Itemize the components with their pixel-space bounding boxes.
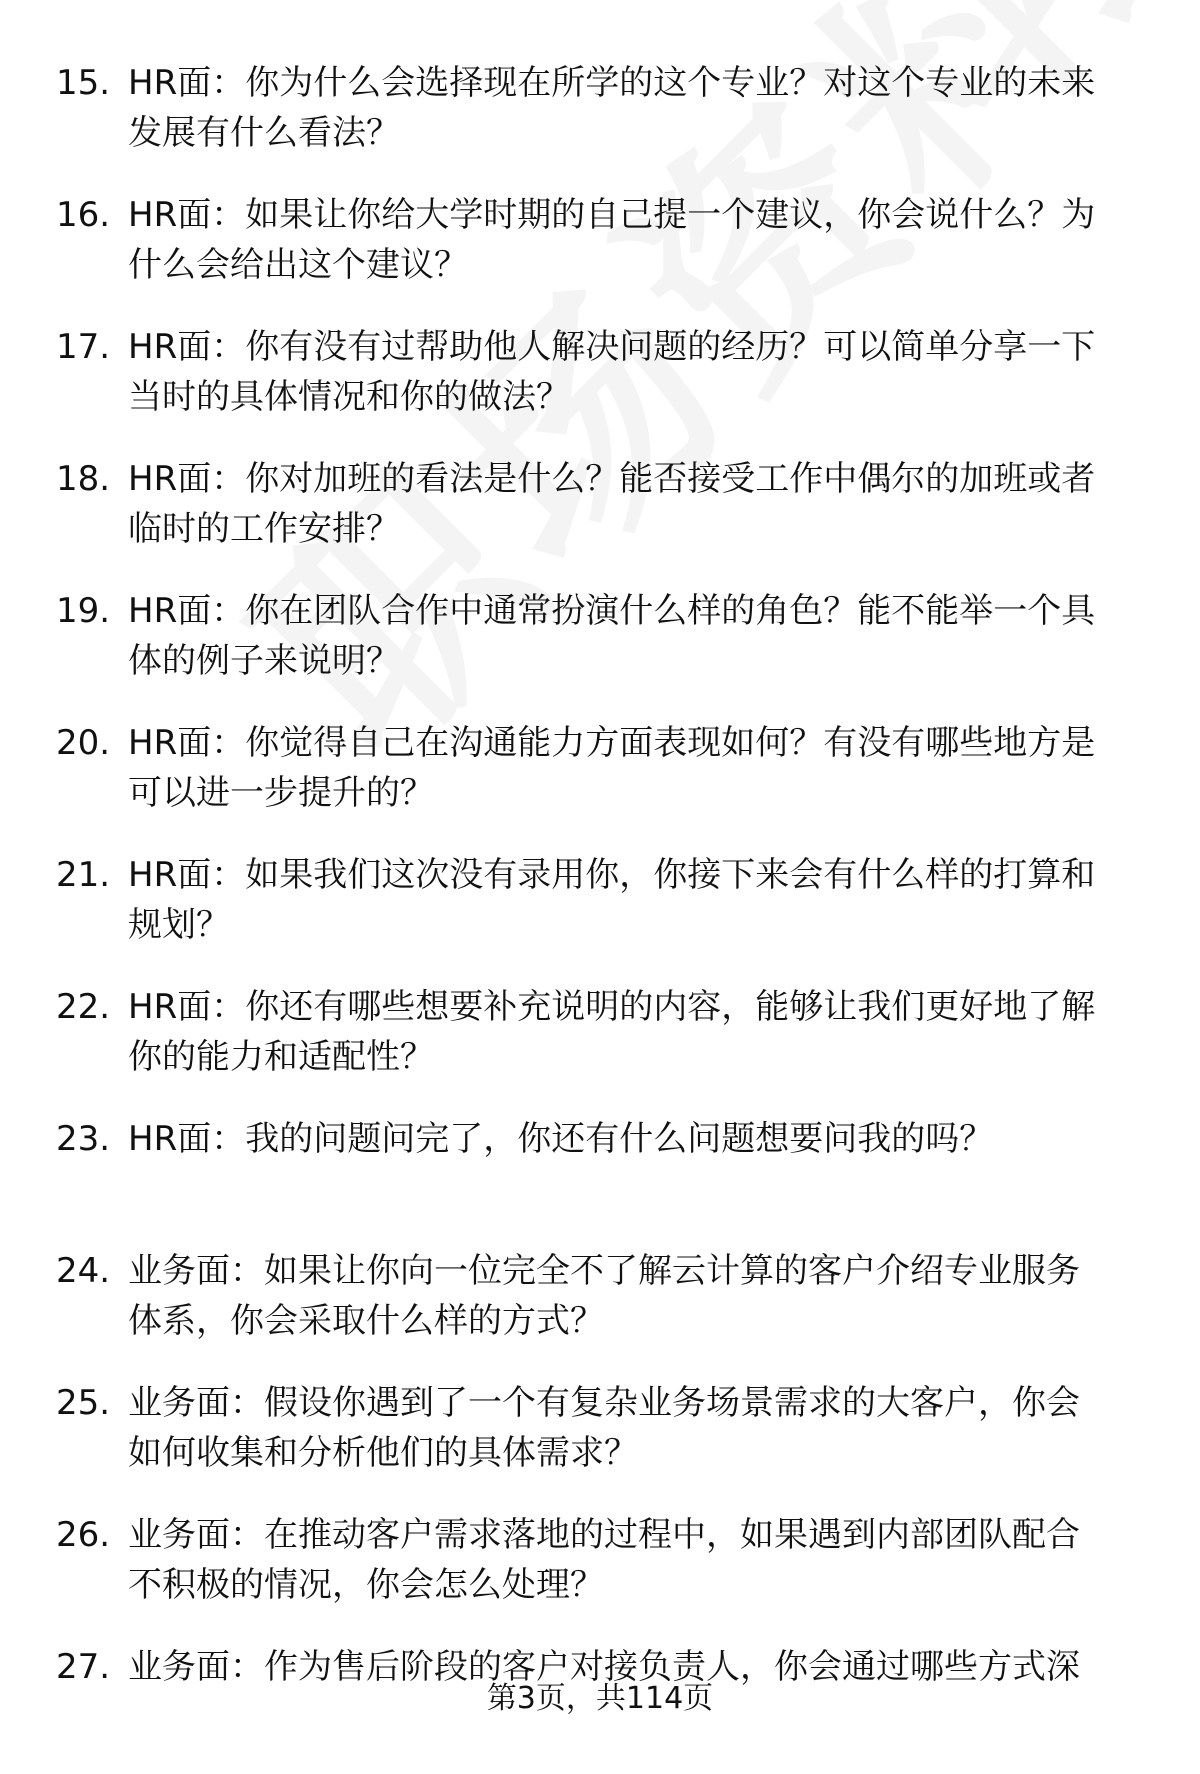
question-text: HR面：你为什么会选择现在所学的这个专业？对这个专业的未来 发展有什么看法？ — [128, 63, 1096, 153]
question-number: 24. — [56, 1251, 111, 1291]
question-item — [0, 322, 1200, 454]
question-text: 业务面：在推动客户需求落地的过程中，如果遇到内部团队配合 不积极的情况，你会怎么处理？ — [128, 1515, 1080, 1605]
question-list — [0, 58, 1200, 1774]
question-text: 业务面：作为售后阶段的客户对接负责人，你会通过哪些方式深 — [128, 1647, 1080, 1687]
question-item — [0, 190, 1200, 322]
question-number: 23. — [56, 1119, 111, 1159]
question-number: 18. — [56, 459, 111, 499]
question-item — [0, 1378, 1200, 1510]
question-text: HR面：我的问题问完了，你还有什么问题想要问我的吗？ — [128, 1119, 994, 1159]
question-text: HR面：你对加班的看法是什么？能否接受工作中偶尔的加班或者 临时的工作安排？ — [128, 459, 1096, 549]
question-number: 15. — [56, 63, 111, 103]
question-item — [0, 1114, 1200, 1246]
question-text: HR面：你有没有过帮助他人解决问题的经历？可以简单分享一下 当时的具体情况和你的做法？ — [128, 327, 1096, 417]
question-text: HR面：如果我们这次没有录用你，你接下来会有什么样的打算和 规划？ — [128, 855, 1096, 945]
question-number: 19. — [56, 591, 111, 631]
question-text: HR面：如果让你给大学时期的自己提一个建议，你会说什么？为 什么会给出这个建议？ — [128, 195, 1096, 285]
question-number: 27. — [56, 1647, 111, 1687]
question-item — [0, 850, 1200, 982]
question-number: 20. — [56, 723, 111, 763]
question-number: 16. — [56, 195, 111, 235]
question-number: 25. — [56, 1383, 111, 1423]
question-text: HR面：你觉得自己在沟通能力方面表现如何？有没有哪些地方是 可以进一步提升的？ — [128, 723, 1096, 813]
question-item — [0, 718, 1200, 850]
question-item — [0, 982, 1200, 1114]
question-text: 业务面：假设你遇到了一个有复杂业务场景需求的大客户，你会 如何收集和分析他们的具体需求？ — [128, 1383, 1080, 1473]
question-number: 21. — [56, 855, 111, 895]
question-number: 17. — [56, 327, 111, 367]
question-item — [0, 58, 1200, 190]
question-item — [0, 1510, 1200, 1642]
question-number: 26. — [56, 1515, 111, 1555]
question-text: HR面：你还有哪些想要补充说明的内容，能够让我们更好地了解 你的能力和适配性？ — [128, 987, 1096, 1077]
question-item — [0, 454, 1200, 586]
question-item — [0, 1246, 1200, 1378]
page-number-footer: 第3页，共114页 — [486, 1681, 714, 1716]
question-text: HR面：你在团队合作中通常扮演什么样的角色？能不能举一个具 体的例子来说明？ — [128, 591, 1096, 681]
question-item — [0, 586, 1200, 718]
question-text: 业务面：如果让你向一位完全不了解云计算的客户介绍专业服务 体系，你会采取什么样的方式？ — [128, 1251, 1080, 1341]
question-number: 22. — [56, 987, 111, 1027]
